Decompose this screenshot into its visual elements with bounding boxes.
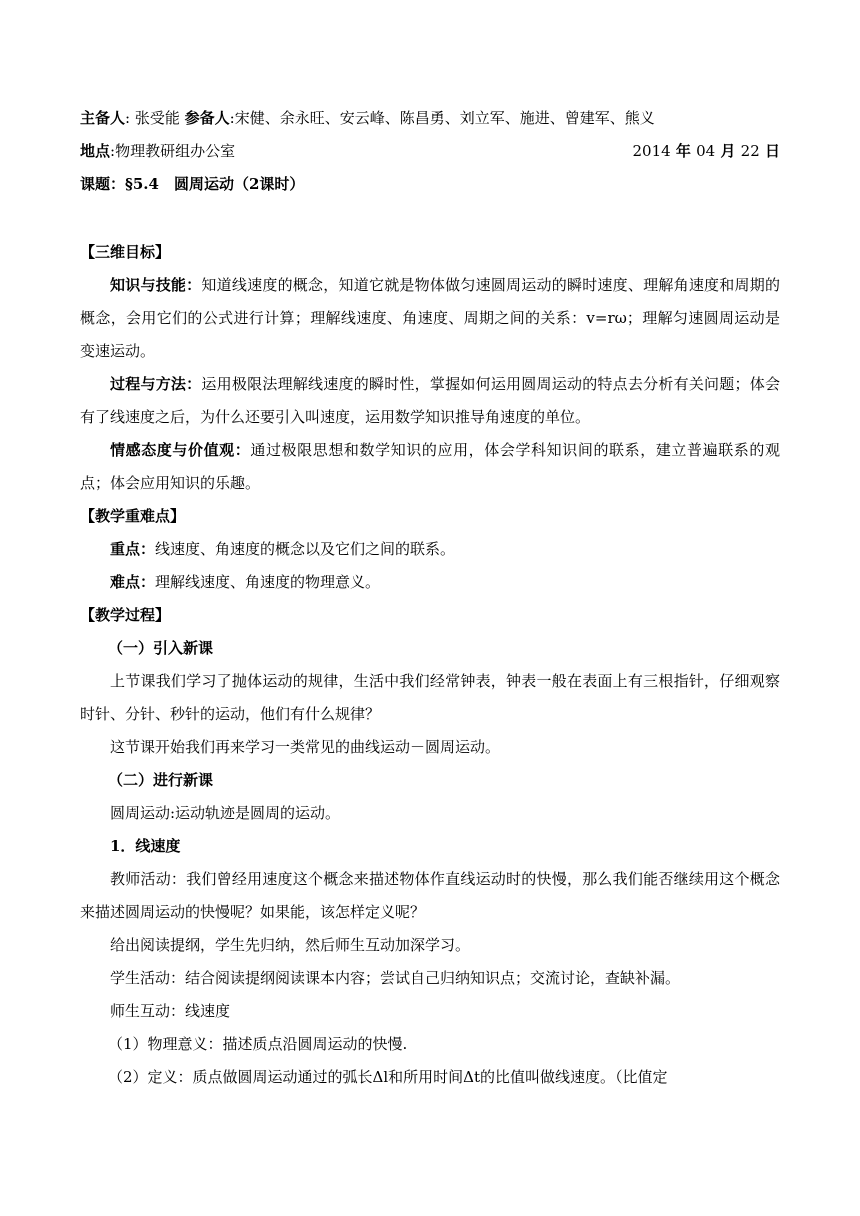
location-line [80, 135, 780, 168]
knowledge-paragraph [80, 269, 780, 368]
lesson-plan [80, 102, 780, 1094]
location-label: 地点 [80, 142, 111, 160]
preparer-name: 张受能 [134, 109, 180, 127]
date-month-unit: 月 [715, 142, 741, 160]
date-month: 04 [696, 142, 716, 160]
location-value: 物理教研组办公室 [115, 142, 236, 160]
difficult-point [80, 566, 780, 599]
spacer [80, 201, 780, 236]
preparer-sep: : [125, 109, 135, 127]
date-day-unit: 日 [759, 142, 780, 160]
emotion-text: 通过极限思想和数学知识的应用，体会学科知识间的联系，建立普遍联系的观点；体会应用知识的乐趣。 [80, 441, 780, 492]
teacher-student-interaction: 师生互动：线速度 [110, 1002, 231, 1020]
topic-label: 课题： [80, 175, 126, 193]
section-new-heading: （二）进行新课 [108, 771, 214, 789]
emotion-paragraph [80, 434, 780, 500]
circular-motion-definition: 圆周运动:运动轨迹是圆周的运动。 [110, 804, 341, 822]
keypoints-heading: 【教学重难点】 [80, 507, 186, 525]
topic-title: §5.4 圆周运动（2课时） [125, 175, 305, 193]
key-point [80, 533, 780, 566]
process-label: 过程与方法： [110, 375, 202, 393]
teacher-activity: 教师活动：我们曾经用速度这个概念来描述物体作直线运动时的快慢，那么我们能否继续用这个概念来描述圆周运动的快慢呢？如果能，该怎样定义呢？ [80, 870, 780, 921]
topic-line [80, 168, 780, 201]
emotion-label: 情感态度与价值观： [110, 441, 251, 459]
process-paragraph [80, 368, 780, 434]
item-definition: （2）定义：质点做圆周运动通过的弧长Δl和所用时间Δt的比值叫做线速度。（比值定 [108, 1068, 668, 1086]
date [632, 135, 780, 168]
section-intro-heading: （一）引入新课 [108, 639, 214, 657]
intro-paragraph-2: 这节课开始我们再来学习一类常见的曲线运动－圆周运动。 [110, 738, 501, 756]
knowledge-text: 知道线速度的概念，知道它就是物体做匀速圆周运动的瞬时速度、理解角速度和周期的概念，会用它们的公式进行计算；理解线速度、角速度、周期之间的关系：v=rω；理解匀速圆周运动是变速运动。 [80, 276, 780, 360]
reading-outline: 给出阅读提纲，学生先归纳，然后师生互动加深学习。 [110, 936, 471, 954]
preparer-line [80, 102, 780, 135]
preparer-label: 主备人 [80, 109, 126, 127]
process-text: 运用极限法理解线速度的瞬时性，掌握如何运用圆周运动的特点去分析有关问题；体会有了线速度之后，为什么还要引入叫速度，运用数学知识推导角速度的单位。 [80, 375, 780, 426]
difficult-text: 理解线速度、角速度的物理意义。 [155, 573, 381, 591]
coprep-label: 参备人 [184, 109, 230, 127]
difficult-label: 难点： [110, 573, 156, 591]
key-label: 重点： [110, 540, 156, 558]
date-year: 2014 [632, 142, 671, 160]
date-day: 22 [740, 142, 760, 160]
coprep-sep: : [229, 109, 235, 127]
knowledge-label: 知识与技能： [110, 276, 202, 294]
student-activity: 学生活动：结合阅读提纲阅读课本内容；尝试自己归纳知识点；交流讨论，查缺补漏。 [110, 969, 681, 987]
item-physical-meaning: （1）物理意义：描述质点沿圆周运动的快慢. [108, 1035, 408, 1053]
process-heading: 【教学过程】 [80, 606, 171, 624]
date-year-unit: 年 [670, 142, 697, 160]
intro-paragraph-1: 上节课我们学习了抛体运动的规律，生活中我们经常钟表，钟表一般在表面上有三根指针，仔细观察时针、分针、秒针的运动，他们有什么规律？ [80, 672, 780, 723]
location-sep: : [110, 142, 116, 160]
key-text: 线速度、角速度的概念以及它们之间的联系。 [155, 540, 456, 558]
goals-heading: 【三维目标】 [80, 243, 171, 261]
coprep-names: 宋健、余永旺、安云峰、陈昌勇、刘立军、施进、曾建军、熊义 [234, 109, 655, 127]
linear-velocity-heading: 1．线速度 [110, 837, 181, 855]
